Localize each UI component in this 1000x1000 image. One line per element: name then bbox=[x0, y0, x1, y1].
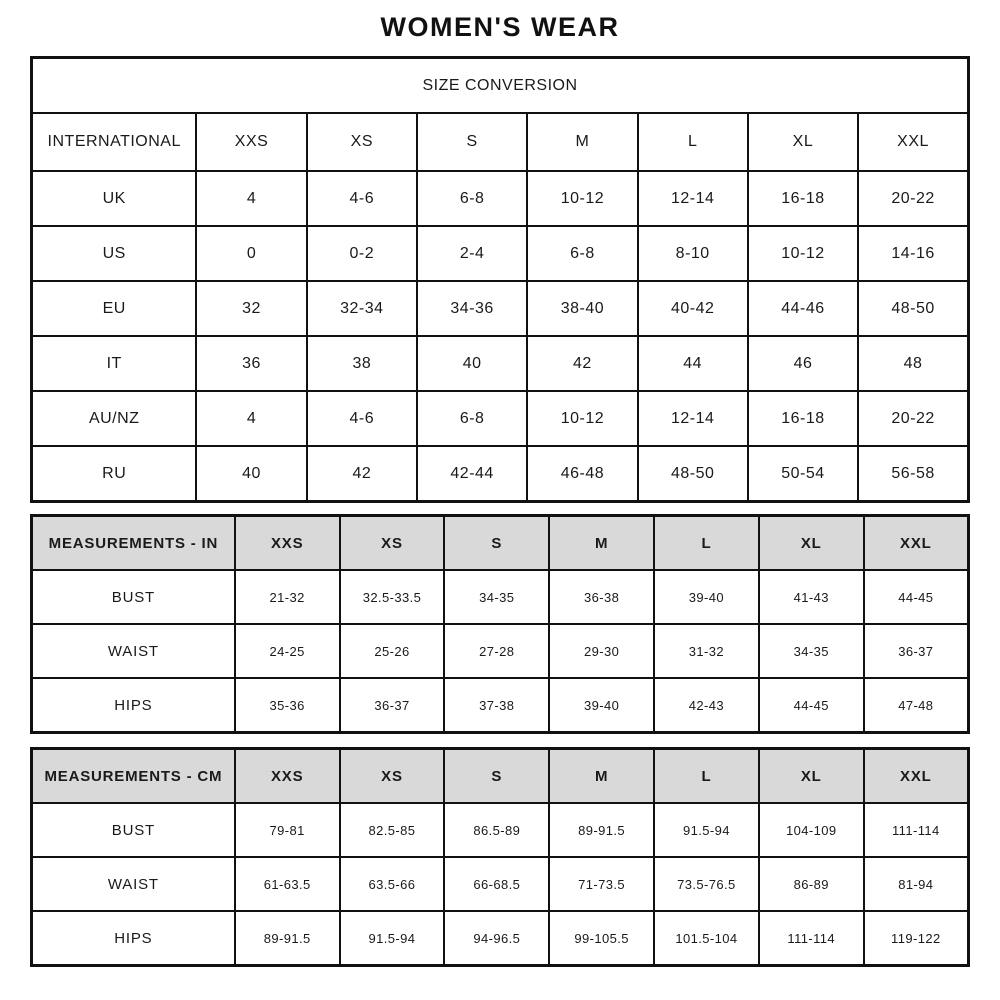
value-cell: 29-30 bbox=[549, 624, 654, 678]
value-cell: 63.5-66 bbox=[340, 857, 445, 911]
value-cell: 101.5-104 bbox=[654, 911, 759, 966]
value-cell: 40 bbox=[417, 336, 527, 391]
size-conversion-banner: SIZE CONVERSION bbox=[32, 58, 969, 114]
value-cell: 48-50 bbox=[858, 281, 968, 336]
value-cell: 32-34 bbox=[307, 281, 417, 336]
value-cell: 47-48 bbox=[864, 678, 969, 733]
column-header-size: XL bbox=[759, 749, 864, 804]
value-cell: 31-32 bbox=[654, 624, 759, 678]
table-gap bbox=[30, 503, 970, 514]
value-cell: 4-6 bbox=[307, 171, 417, 226]
column-header-size: L bbox=[654, 749, 759, 804]
column-header-size: XXL bbox=[864, 516, 969, 571]
table-row bbox=[32, 803, 969, 857]
measurements-cm-table bbox=[30, 747, 970, 967]
table-gap bbox=[30, 734, 970, 747]
row-label: WAIST bbox=[32, 624, 235, 678]
value-cell: 20-22 bbox=[858, 391, 968, 446]
value-cell: 4-6 bbox=[307, 391, 417, 446]
value-cell: 82.5-85 bbox=[340, 803, 445, 857]
value-cell: 20-22 bbox=[858, 171, 968, 226]
measurements-in-table bbox=[30, 514, 970, 734]
value-cell: 39-40 bbox=[654, 570, 759, 624]
table-row bbox=[32, 570, 969, 624]
value-cell: 38-40 bbox=[527, 281, 637, 336]
value-cell: 8-10 bbox=[638, 226, 748, 281]
value-cell: 12-14 bbox=[638, 171, 748, 226]
value-cell: 32.5-33.5 bbox=[340, 570, 445, 624]
value-cell: 61-63.5 bbox=[235, 857, 340, 911]
value-cell: 86.5-89 bbox=[444, 803, 549, 857]
value-cell: 46-48 bbox=[527, 446, 637, 502]
measurements-in-body bbox=[32, 516, 969, 733]
row-label: WAIST bbox=[32, 857, 235, 911]
value-cell: 10-12 bbox=[527, 391, 637, 446]
value-cell: 81-94 bbox=[864, 857, 969, 911]
column-header-size: XL bbox=[759, 516, 864, 571]
value-cell: 25-26 bbox=[340, 624, 445, 678]
value-cell: 73.5-76.5 bbox=[654, 857, 759, 911]
value-cell: 4 bbox=[196, 171, 306, 226]
value-cell: 14-16 bbox=[858, 226, 968, 281]
column-header-size: XXS bbox=[196, 113, 306, 171]
value-cell: 35-36 bbox=[235, 678, 340, 733]
column-header-size: S bbox=[417, 113, 527, 171]
value-cell: 0 bbox=[196, 226, 306, 281]
value-cell: 42 bbox=[307, 446, 417, 502]
row-label: IT bbox=[32, 336, 197, 391]
value-cell: 42-44 bbox=[417, 446, 527, 502]
value-cell: 36 bbox=[196, 336, 306, 391]
column-header-size: XXS bbox=[235, 749, 340, 804]
table-row bbox=[32, 857, 969, 911]
value-cell: 34-36 bbox=[417, 281, 527, 336]
value-cell: 89-91.5 bbox=[235, 911, 340, 966]
value-cell: 104-109 bbox=[759, 803, 864, 857]
value-cell: 4 bbox=[196, 391, 306, 446]
value-cell: 48-50 bbox=[638, 446, 748, 502]
value-cell: 37-38 bbox=[444, 678, 549, 733]
table-row bbox=[32, 226, 969, 281]
value-cell: 0-2 bbox=[307, 226, 417, 281]
column-header-size: L bbox=[654, 516, 759, 571]
value-cell: 36-38 bbox=[549, 570, 654, 624]
value-cell: 12-14 bbox=[638, 391, 748, 446]
value-cell: 111-114 bbox=[864, 803, 969, 857]
value-cell: 46 bbox=[748, 336, 858, 391]
row-label: HIPS bbox=[32, 678, 235, 733]
column-header-size: M bbox=[549, 516, 654, 571]
column-header-size: XXL bbox=[858, 113, 968, 171]
value-cell: 99-105.5 bbox=[549, 911, 654, 966]
value-cell: 89-91.5 bbox=[549, 803, 654, 857]
column-header-size: M bbox=[549, 749, 654, 804]
value-cell: 79-81 bbox=[235, 803, 340, 857]
value-cell: 91.5-94 bbox=[340, 911, 445, 966]
value-cell: 44-45 bbox=[759, 678, 864, 733]
column-header-size: XS bbox=[307, 113, 417, 171]
value-cell: 91.5-94 bbox=[654, 803, 759, 857]
value-cell: 16-18 bbox=[748, 391, 858, 446]
column-header-size: XS bbox=[340, 516, 445, 571]
table-row bbox=[32, 171, 969, 226]
value-cell: 34-35 bbox=[444, 570, 549, 624]
value-cell: 36-37 bbox=[340, 678, 445, 733]
value-cell: 34-35 bbox=[759, 624, 864, 678]
value-cell: 21-32 bbox=[235, 570, 340, 624]
measurements-cm-body bbox=[32, 749, 969, 966]
column-header-size: L bbox=[638, 113, 748, 171]
value-cell: 42 bbox=[527, 336, 637, 391]
table-row bbox=[32, 391, 969, 446]
row-label: UK bbox=[32, 171, 197, 226]
value-cell: 50-54 bbox=[748, 446, 858, 502]
column-header-label: MEASUREMENTS - CM bbox=[32, 749, 235, 804]
value-cell: 27-28 bbox=[444, 624, 549, 678]
value-cell: 36-37 bbox=[864, 624, 969, 678]
value-cell: 42-43 bbox=[654, 678, 759, 733]
value-cell: 2-4 bbox=[417, 226, 527, 281]
column-header-size: S bbox=[444, 516, 549, 571]
size-conversion-banner-row bbox=[32, 58, 969, 114]
value-cell: 10-12 bbox=[748, 226, 858, 281]
column-header-size: S bbox=[444, 749, 549, 804]
table-row bbox=[32, 281, 969, 336]
table-row bbox=[32, 446, 969, 502]
column-header-size: M bbox=[527, 113, 637, 171]
value-cell: 71-73.5 bbox=[549, 857, 654, 911]
column-header-size: XXL bbox=[864, 749, 969, 804]
value-cell: 32 bbox=[196, 281, 306, 336]
row-label: HIPS bbox=[32, 911, 235, 966]
value-cell: 119-122 bbox=[864, 911, 969, 966]
size_conversion-columns-row bbox=[32, 113, 969, 171]
value-cell: 44-45 bbox=[864, 570, 969, 624]
column-header-label: INTERNATIONAL bbox=[32, 113, 197, 171]
row-label: BUST bbox=[32, 570, 235, 624]
value-cell: 66-68.5 bbox=[444, 857, 549, 911]
row-label: RU bbox=[32, 446, 197, 502]
value-cell: 86-89 bbox=[759, 857, 864, 911]
value-cell: 6-8 bbox=[417, 171, 527, 226]
value-cell: 40 bbox=[196, 446, 306, 502]
table-row bbox=[32, 624, 969, 678]
value-cell: 44-46 bbox=[748, 281, 858, 336]
value-cell: 16-18 bbox=[748, 171, 858, 226]
row-label: US bbox=[32, 226, 197, 281]
column-header-size: XXS bbox=[235, 516, 340, 571]
value-cell: 39-40 bbox=[549, 678, 654, 733]
page-title: WOMEN'S WEAR bbox=[380, 12, 620, 42]
row-label: AU/NZ bbox=[32, 391, 197, 446]
value-cell: 41-43 bbox=[759, 570, 864, 624]
table-row bbox=[32, 336, 969, 391]
size-conversion-body bbox=[32, 113, 969, 502]
value-cell: 94-96.5 bbox=[444, 911, 549, 966]
row-label: BUST bbox=[32, 803, 235, 857]
column-header-size: XL bbox=[748, 113, 858, 171]
value-cell: 10-12 bbox=[527, 171, 637, 226]
value-cell: 111-114 bbox=[759, 911, 864, 966]
table-row bbox=[32, 911, 969, 966]
value-cell: 56-58 bbox=[858, 446, 968, 502]
value-cell: 6-8 bbox=[527, 226, 637, 281]
value-cell: 40-42 bbox=[638, 281, 748, 336]
value-cell: 6-8 bbox=[417, 391, 527, 446]
value-cell: 24-25 bbox=[235, 624, 340, 678]
column-header-label: MEASUREMENTS - IN bbox=[32, 516, 235, 571]
value-cell: 44 bbox=[638, 336, 748, 391]
measurements_cm-columns-row bbox=[32, 749, 969, 804]
value-cell: 38 bbox=[307, 336, 417, 391]
row-label: EU bbox=[32, 281, 197, 336]
value-cell: 48 bbox=[858, 336, 968, 391]
measurements_in-columns-row bbox=[32, 516, 969, 571]
table-row bbox=[32, 678, 969, 733]
column-header-size: XS bbox=[340, 749, 445, 804]
size-conversion-table bbox=[30, 56, 970, 503]
